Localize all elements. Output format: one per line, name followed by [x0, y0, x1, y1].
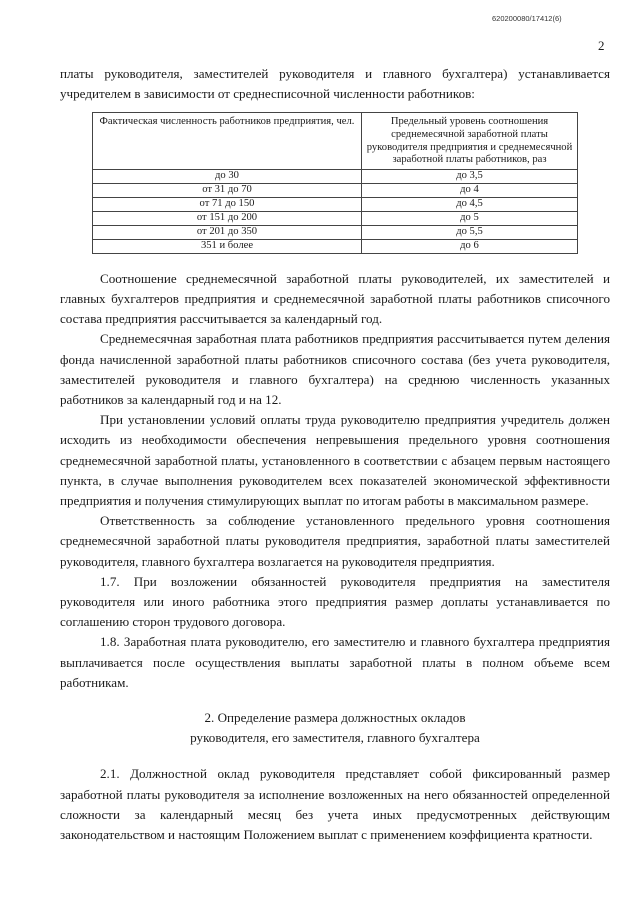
table-row: [93, 197, 578, 211]
spacer: [60, 254, 610, 269]
salary-ratio-cell: до 3,5: [362, 169, 578, 183]
paragraph-founder-obligation: При установлении условий оплаты труда руководителю предприятия учредитель должен исходить из необходимости обеспечения непревышения предельного уровня соотношения среднемесячной заработной платы, установленного в соответствии с абзацем первым настоящего пункта, в случае выполнения руководителем всех показателей экономической эффективности предприятия и получения стимулирующих выплат по итогам работы в максимальном размере.: [60, 412, 610, 509]
document-code: 620200080/17412(6): [492, 14, 562, 23]
table-row: [93, 211, 578, 225]
column-header-salary-ratio: Предельный уровень соотношения среднемесячной заработной платы руководителя предприятия и среднемесячной заработной платы работников, раз: [362, 113, 578, 169]
table-row: [93, 169, 578, 183]
section-heading-line-1: 2. Определение размера должностных окладов: [204, 710, 466, 726]
intro-paragraph: платы руководителя, заместителей руководителя и главного бухгалтера) устанавливается учредителем в зависимости от среднесписочной численности работников:: [60, 66, 610, 102]
table-row: [93, 183, 578, 197]
salary-ratio-cell: до 4,5: [362, 197, 578, 211]
paragraph-average-salary: Среднемесячная заработная плата работников предприятия рассчитывается путем деления фонда начисленной заработной платы работников списочного состава (без учета руководителя, заместителей руководителя и главного бухгалтера) на среднюю численность указанных работников за календарный год и на 12.: [60, 331, 610, 407]
employee-count-cell: от 31 до 70: [93, 183, 362, 197]
salary-ratio-table: [92, 112, 578, 253]
salary-ratio-cell: до 6: [362, 239, 578, 253]
column-header-employee-count: Фактическая численность работников предприятия, чел.: [93, 113, 362, 169]
employee-count-cell: до 30: [93, 169, 362, 183]
section-heading: [60, 708, 610, 748]
page-number: 2: [598, 38, 605, 53]
paragraph-responsibility: Ответственность за соблюдение установленного предельного уровня соотношения среднемесячной заработной платы руководителя предприятия, заработной платы заместителей руководителя, главного бухгалтера возлагается на руководителя предприятия.: [60, 513, 610, 569]
salary-ratio-cell: до 5: [362, 211, 578, 225]
table-row: [93, 225, 578, 239]
paragraph-ratio-period: Соотношение среднемесячной заработной платы руководителей, их заместителей и главных бухгалтеров предприятия и среднемесячной заработной платы работников списочного состава предприятия рассчитывается за календарный год.: [60, 270, 610, 327]
table-header-row: [93, 113, 578, 169]
paragraph-clause-2-1: 2.1. Должностной оклад руководителя представляет собой фиксированный размер заработной платы руководителя за исполнение возложенных на него обязанностей определенной сложности за календарный месяц без учета иных предусмотренных действующим законодательством и настоящим Положением выплат с применением коэффициента кратности.: [60, 766, 610, 843]
paragraph-clause-1-7: 1.7. При возложении обязанностей руководителя предприятия на заместителя руководителя или иного работника этого предприятия размер доплаты устанавливается по соглашению сторон трудового договора.: [60, 573, 610, 630]
document-body: [60, 64, 610, 845]
salary-ratio-cell: до 5,5: [362, 225, 578, 239]
employee-count-cell: от 71 до 150: [93, 197, 362, 211]
salary-ratio-cell: до 4: [362, 183, 578, 197]
paragraph-clause-1-8: 1.8. Заработная плата руководителю, его заместителю и главного бухгалтера предприятия выплачивается после осуществления выплаты заработной платы в полном объеме всем работникам.: [60, 634, 610, 690]
employee-count-cell: 351 и более: [93, 239, 362, 253]
employee-count-cell: от 201 до 350: [93, 225, 362, 239]
section-heading-line-2: руководителя, его заместителя, главного бухгалтера: [190, 730, 480, 746]
employee-count-cell: от 151 до 200: [93, 211, 362, 225]
table-row: [93, 239, 578, 253]
